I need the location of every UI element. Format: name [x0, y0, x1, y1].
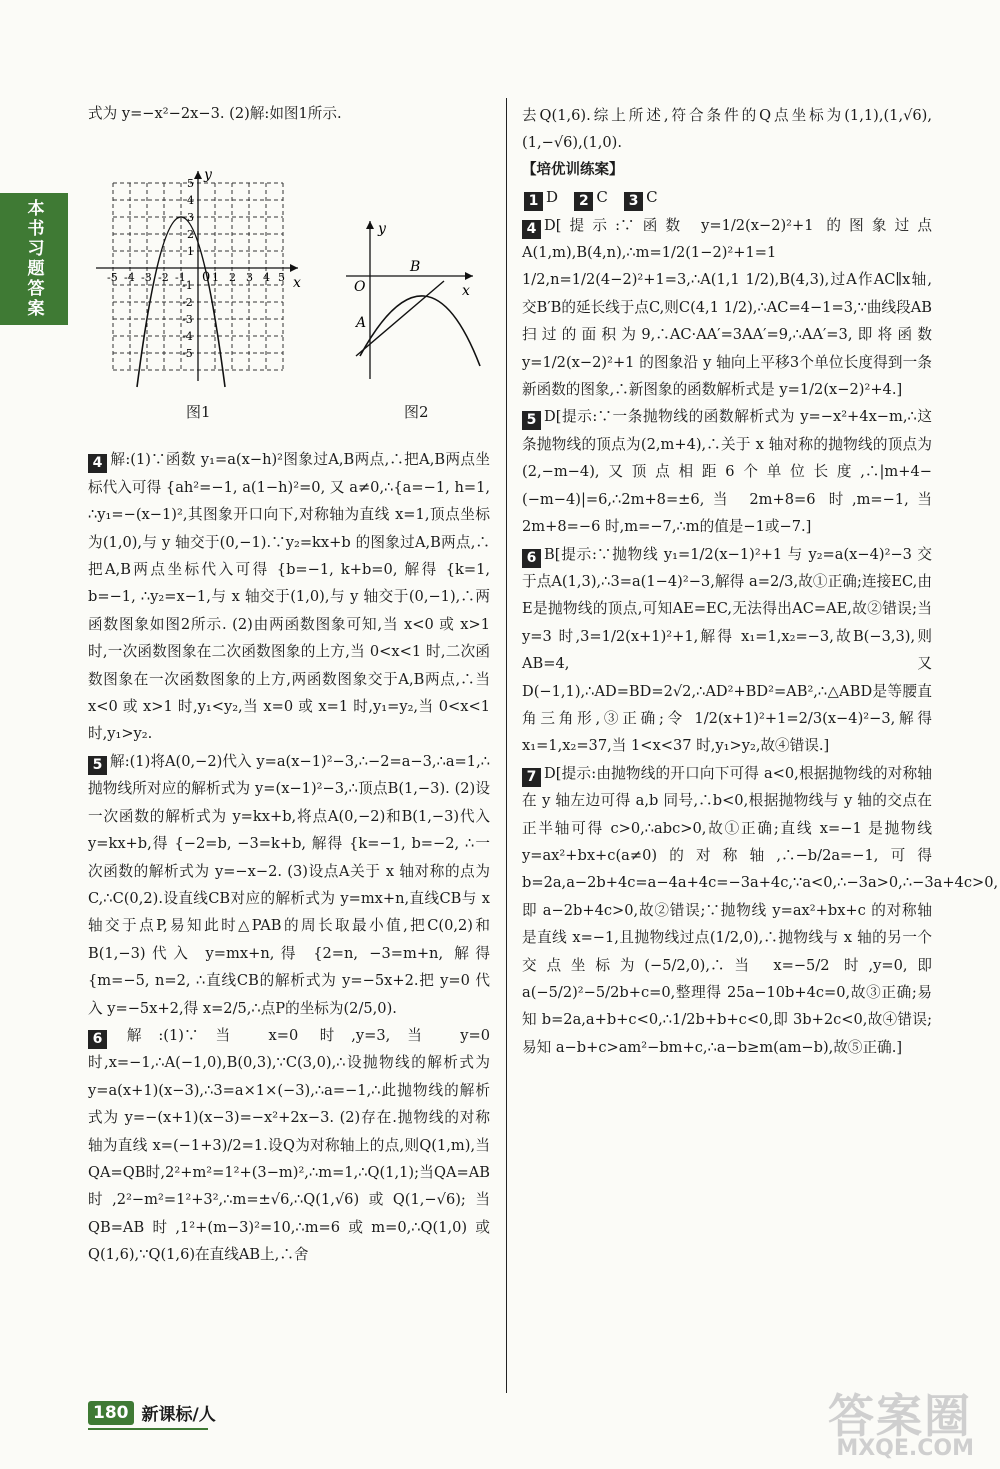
mcq-2-answer: C [596, 188, 608, 207]
fig2-y-label: y [378, 221, 386, 238]
fig1-y-arrow [194, 171, 202, 179]
figure-2 [346, 221, 480, 379]
svg-text:-5: -5 [107, 271, 118, 285]
hint-4 [522, 212, 932, 404]
mcq-answers [522, 184, 932, 211]
answer-5 [88, 748, 490, 1022]
hint-6 [522, 541, 932, 760]
watermark-en: MXQE.COM [836, 1436, 974, 1461]
watermark [782, 1380, 982, 1460]
fig2-line [356, 281, 444, 356]
svg-text:-4: -4 [124, 271, 135, 285]
svg-text:1: 1 [212, 271, 219, 285]
fig2-caption: 图2 [404, 403, 429, 422]
page-number: 180 [88, 1401, 134, 1425]
fig1-origin: 0 [202, 270, 211, 286]
svg-text:-2: -2 [158, 271, 169, 285]
svg-text:4: 4 [187, 194, 194, 208]
answer-5-text: 解:(1)将A(0,−2)代入 y=a(x−1)²−3,∴−2=a−3,∴a=1,∴抛物线所对应的解析式为 y=(x−1)²−3,∴顶点B(1,−3). (2)设一次函数的解析式为 y=kx+b,将点A(0,−2)和B(1,−3)代入 y=kx+b,得 {−2=b, −3=k+b, 解得 {k=−1, b=−2, ∴一次函数的解析式为 y=−x−2. (3)设点A关于 x 轴对称的点为C,∴C(0,2).设直线CB对应的解析式为 y=mx+n,直线CB与 x 轴交于点P,易知此时△PAB的周长取最小值,把C(0,2)和B(1,−3)代入 y=mx+n,得 {2=n, −3=m+n, 解得 {m=−5, n=2, ∴直线CB的解析式为 y=−5x+2.把 y=0 代入 y=−5x+2,得 x=2/5,∴点P的坐标为(2/5,0). [88, 752, 490, 1017]
svg-text:5: 5 [278, 271, 285, 285]
fig1-x-label: x [293, 275, 301, 292]
hint-6-number: 6 [522, 549, 541, 568]
mcq-1-answer: D [546, 188, 559, 207]
hint-7 [522, 760, 999, 1061]
svg-text:-3: -3 [182, 313, 193, 327]
answer-4 [88, 446, 490, 747]
hint-5-number: 5 [522, 411, 541, 430]
svg-text:-1: -1 [182, 279, 193, 293]
answer-6 [88, 1022, 490, 1269]
section-title: 【培优训练案】 [522, 161, 624, 178]
svg-text:-3: -3 [141, 271, 152, 285]
svg-text:1: 1 [187, 245, 194, 259]
mcq-1-number: 1 [524, 192, 543, 211]
left-intro: 式为 y=−x²−2x−3. (2)解:如图1所示. [88, 105, 342, 122]
side-tab [0, 193, 68, 325]
mcq-3-number: 3 [624, 192, 643, 211]
svg-text:3: 3 [187, 211, 194, 225]
watermark-cn: 答案圈 [828, 1389, 972, 1443]
fig1-caption: 图1 [186, 403, 211, 422]
svg-text:-5: -5 [182, 347, 193, 361]
column-divider [506, 98, 507, 1393]
hint-5-text: D[提示:∵一条抛物线的函数解析式为 y=−x²+4x−m,∴这条抛物线的顶点为(2,m+4),∴关于 x 轴对称的抛物线的顶点为(2,−m−4),又顶点相距6个单位长度,∴|m+4−(−m−4)|=6,∴2m+8=±6,当 2m+8=6 时,m=−1,当 2m+8=−6 时,m=−7,∴m的值是−1或−7.] [522, 408, 932, 536]
figures-svg [88, 131, 490, 431]
figures [88, 131, 490, 446]
hint-7-number: 7 [522, 768, 541, 787]
fig2-y-arrow [366, 221, 374, 229]
fig1-x-ticks [107, 271, 285, 284]
right-column [522, 102, 999, 1061]
fig2-parabola [360, 296, 480, 366]
svg-text:-1: -1 [175, 271, 186, 285]
fig2-point-b: B [410, 259, 421, 276]
svg-text:2: 2 [229, 271, 236, 285]
footer-label: 新课标/人 [141, 1405, 216, 1425]
svg-text:-4: -4 [182, 330, 193, 344]
svg-text:2: 2 [187, 228, 194, 242]
mcq-3-answer: C [646, 188, 658, 207]
fig2-origin: O [354, 279, 366, 296]
hint-7-text: D[提示:由抛物线的开口向下可得 a<0,根据抛物线的对称轴在 y 轴左边可得 a,b 同号,∴b<0,根据抛物线与 y 轴的交点在正半轴可得 c>0,∴abc>0,故①正确;直线 x=−1 是抛物线 y=ax²+bx+c(a≠0)的对称轴,∴−b/2a=−1,可得 b=2a,a−2b+4c=a−4a+4c=−3a+4c,∵a<0,∴−3a>0,∴−3a+4c>0,即 a−2b+4c>0,故②错误;∵抛物线 y=ax²+bx+c 的对称轴是直线 x=−1,且抛物线过点(1/2,0),∴抛物线与 x 轴的另一个交点坐标为(−5/2,0),∴当 x=−5/2 时,y=0,即 a(−5/2)²−5/2b+c=0,整理得 25a−10b+4c=0,故③正确;易知 b=2a,a+b+c<0,∴1/2b+b+c<0,即 3b+2c<0,故④错误;易知 a−b+c>am²−bm+c,∴a−b≥m(am−b),故⑤正确.] [522, 764, 999, 1056]
fig2-point-a: A [356, 315, 367, 332]
answer-4-text: 解:(1)∵函数 y₁=a(x−h)²图象过A,B两点,∴把A,B两点坐标代入可得 {ah²=−1, a(1−h)²=0, 又 a≠0,∴{a=−1, h=1, ∴y₁=−(x−1)²,其图象开口向下,对称轴为直线 x=1,顶点坐标为(1,0),与 y 轴交于(0,−1).∵y₂=kx+b 的图象过A,B两点,∴把A,B两点坐标代入可得 {b=−1, k+b=0, 解得 {k=1, b=−1, ∴y₂=x−1,与 x 轴交于(1,0),与 y 轴交于(0,−1),∴两函数图象如图2所示. (2)由两函数图象可知,当 x<0 或 x>1 时,一次函数图象在二次函数图象的上方,当 0<x<1 时,二次函数图象在一次函数图象的上方,两函数图象交于A,B两点,∴当 x<0 或 x>1 时,y₁<y₂,当 x=0 或 x=1 时,y₁=y₂,当 0<x<1 时,y₁>y₂. [88, 451, 490, 743]
fig1-x-arrow [290, 264, 298, 272]
svg-text:5: 5 [187, 177, 194, 191]
svg-text:3: 3 [246, 271, 253, 285]
page-footer [88, 1400, 216, 1425]
hint-5 [522, 403, 932, 540]
answer-5-number: 5 [88, 756, 107, 775]
fig2-x-label: x [462, 283, 470, 300]
side-tab-label: 本书习题答案 [23, 199, 44, 319]
right-intro: 去Q(1,6).综上所述,符合条件的Q点坐标为(1,1),(1,√6),(1,−√6),(1,0). [522, 107, 932, 152]
fig2-x-arrow [465, 272, 473, 280]
svg-text:4: 4 [263, 271, 270, 285]
mcq-2-number: 2 [574, 192, 593, 211]
figure-1 [96, 167, 301, 387]
hint-4-text: D[提示:∵函数 y=1/2(x−2)²+1 的图象过点A(1,m),B(4,n),∴m=1/2(1−2)²+1=1 1/2,n=1/2(4−2)²+1=3,∴A(1,1 1/2),B(4,3),过A作AC∥x轴,交B′B的延长线于点C,则C(4,1 1/2),∴AC=4−1=3,∵曲线段AB扫过的面积为9,∴AC·AA′=3AA′=9,∴AA′=3,即将函数 y=1/2(x−2)²+1 的图象沿 y 轴向上平移3个单位长度得到一条新函数的图象,∴新图象的函数解析式是 y=1/2(x−2)²+4.] [522, 216, 932, 399]
answer-4-number: 4 [88, 454, 107, 473]
svg-text:-2: -2 [182, 296, 193, 310]
left-column [88, 100, 490, 1269]
footer-rule [88, 1428, 208, 1430]
answer-6-text: 解:(1)∵当 x=0 时,y=3,当 y=0 时,x=−1,∴A(−1,0),B(0,3),∵C(3,0),∴设抛物线的解析式为 y=a(x+1)(x−3),∴3=a×1×(−3),∴a=−1,∴此抛物线的解析式为 y=−(x+1)(x−3)=−x²+2x−3. (2)存在.抛物线的对称轴为直线 x=(−1+3)/2=1.设Q为对称轴上的点,则Q(1,m),当QA=QB时,2²+m²=1²+(3−m)²,∴m=1,∴Q(1,1);当QA=AB时,2²−m²=1²+3²,∴m=±√6,∴Q(1,√6)或Q(1,−√6);当QB=AB时,1²+(m−3)²=10,∴m=6或m=0,∴Q(1,0)或Q(1,6),∵Q(1,6)在直线AB上,∴舍 [88, 1026, 490, 1264]
hint-4-number: 4 [522, 220, 541, 239]
fig1-y-label: y [204, 167, 212, 184]
answer-6-number: 6 [88, 1030, 107, 1049]
hint-6-text: B[提示:∵抛物线 y₁=1/2(x−1)²+1 与 y₂=a(x−4)²−3 交于点A(1,3),∴3=a(1−4)²−3,解得 a=2/3,故①正确;连接EC,由E是抛物线的顶点,可知AE=EC,无法得出AC=AE,故②错误;当 y=3 时,3=1/2(x+1)²+1,解得 x₁=1,x₂=−3,故B(−3,3),则AB=4,又D(−1,1),∴AD=BD=2√2,∴AD²+BD²=AB²,∴△ABD是等腰直角三角形,③正确;令 1/2(x+1)²+1=2/3(x−4)²−3,解得 x₁=1,x₂=37,当 1<x<37 时,y₁>y₂,故④错误.] [522, 545, 932, 755]
